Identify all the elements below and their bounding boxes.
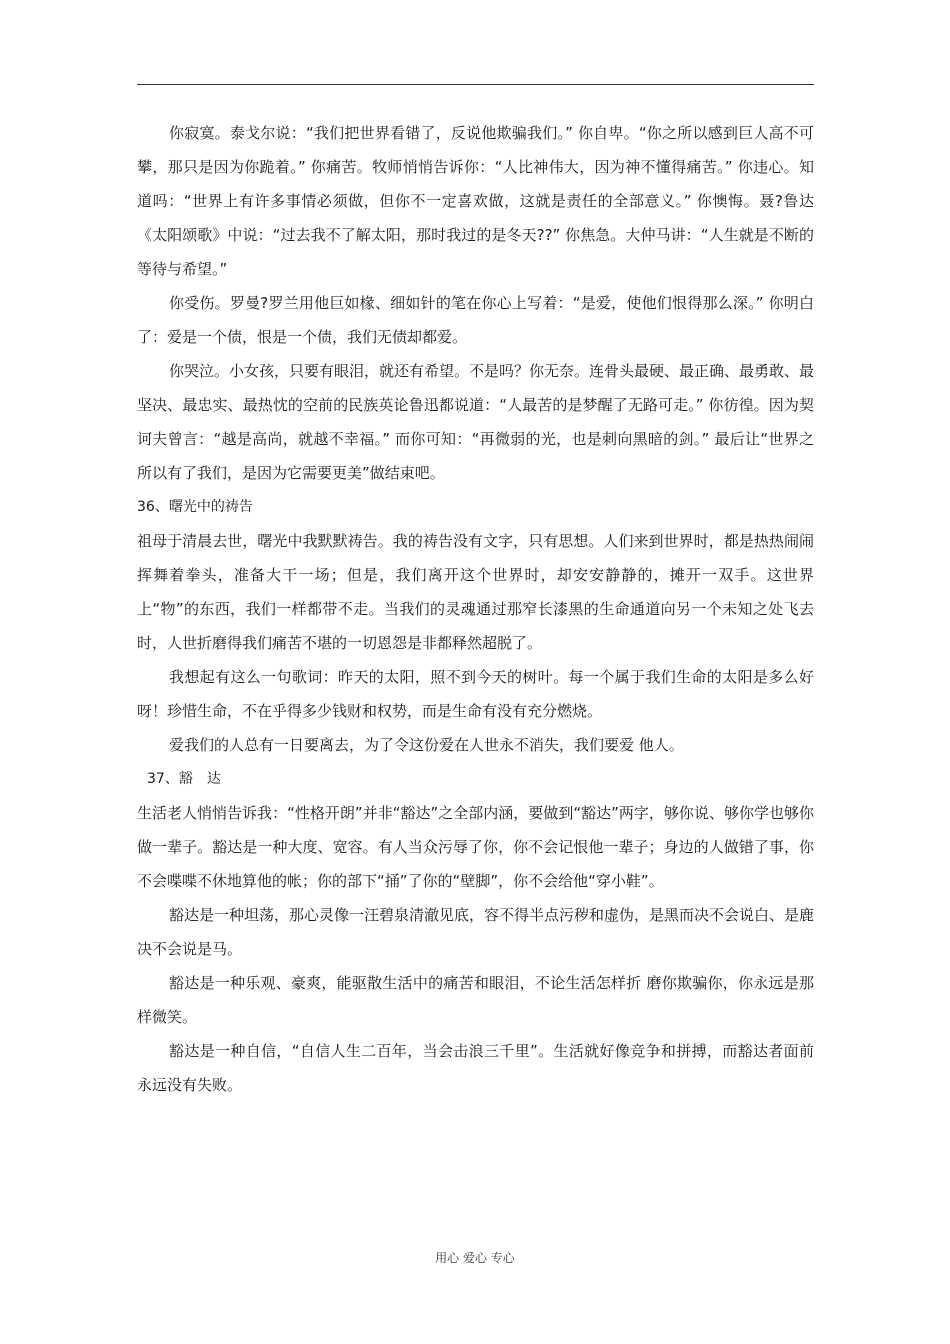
paragraph: 豁达是一种乐观、豪爽，能驱散生活中的痛苦和眼泪，不论生活怎样折 磨你欺骗你，你永远是那样微笑。 — [137, 974, 814, 1026]
paragraph: 你寂寞。泰戈尔说：“我们把世界看错了，反说他欺骗我们。” 你自卑。“你之所以感到巨人高不可攀，那只是因为你跪着。” 你痛苦。牧师悄悄告诉你：“人比神伟大，因为神不懂得痛苦。” 你违心。知道吗：“世界上有许多事情必须做，但你不一定喜欢做，这就是责任的全部意义。” 你懊悔。聂?鲁达《太阳颂歌》中说：“过去我不了解太阳，那时我过的是冬天??” 你焦急。大仲马讲：“人生就是不断的等待与希望。” — [137, 124, 814, 278]
paragraph: 生活老人悄悄告诉我：“性格开朗”并非“豁达”之全部内涵，要做到“豁达”两字，够你说、够你学也够你做一辈子。豁达是一种大度、宽容。有人当众污辱了你，你不会记恨他一辈子；身边的人做错了事，你不会喋喋不休地算他的帐；你的部下“捅”了你的“壁脚”，你不会给他“穿小鞋”。 — [137, 804, 814, 890]
paragraph: 豁达是一种自信，“自信人生二百年，当会击浪三千里”。生活就好像竞争和拼搏，而豁达者面前永远没有失败。 — [137, 1042, 814, 1094]
document-body — [137, 116, 814, 1102]
header-rule — [137, 84, 814, 85]
paragraph: 你哭泣。小女孩，只要有眼泪，就还有希望。不是吗？你无奈。连骨头最硬、最正确、最勇敢、最坚决、最忠实、最热忱的空前的民族英论鲁迅都说道：“人最苦的是梦醒了无路可走。” 你彷徨。因为契诃夫曾言：“越是高尚，就越不幸福。” 而你可知：“再微弱的光，也是刺向黑暗的剑。” 最后让“世界之所以有了我们，是因为它需要更美”做结束吧。 — [137, 362, 815, 482]
section-heading-37: 37、豁 达 — [147, 771, 221, 787]
paragraph: 你受伤。罗曼?罗兰用他巨如椽、细如针的笔在你心上写着：“是爱，使他们恨得那么深。” 你明白了：爱是一个债，恨是一个债，我们无债却都爱。 — [137, 294, 814, 346]
paragraph: 爱我们的人总有一日要离去，为了令这份爱在人世永不消失，我们要爱 他人。 — [169, 736, 684, 754]
paragraph: 豁达是一种坦荡，那心灵像一汪碧泉清澈见底，容不得半点污秽和虚伪，是黑而决不会说白、是鹿决不会说是马。 — [137, 906, 815, 958]
section-heading-36: 36、曙光中的祷告 — [137, 499, 253, 515]
paragraph: 我想起有这么一句歌词：昨天的太阳，照不到今天的树叶。每一个属于我们生命的太阳是多么好呀！珍惜生命，不在乎得多少钱财和权势，而是生命有没有充分燃烧。 — [137, 668, 814, 720]
page-footer: 用心 爱心 专心 — [435, 1251, 515, 1265]
paragraph: 祖母于清晨去世，曙光中我默默祷告。我的祷告没有文字，只有思想。人们来到世界时，都是热热闹闹挥舞着拳头，准备大干一场；但是，我们离开这个世界时，却安安静静的，摊开一双手。这世界上“物”的东西，我们一样都带不走。当我们的灵魂通过那窄长漆黑的生命通道向另一个未知之处飞去时，人世折磨得我们痛苦不堪的一切恩怨是非都释然超脱了。 — [137, 532, 814, 652]
